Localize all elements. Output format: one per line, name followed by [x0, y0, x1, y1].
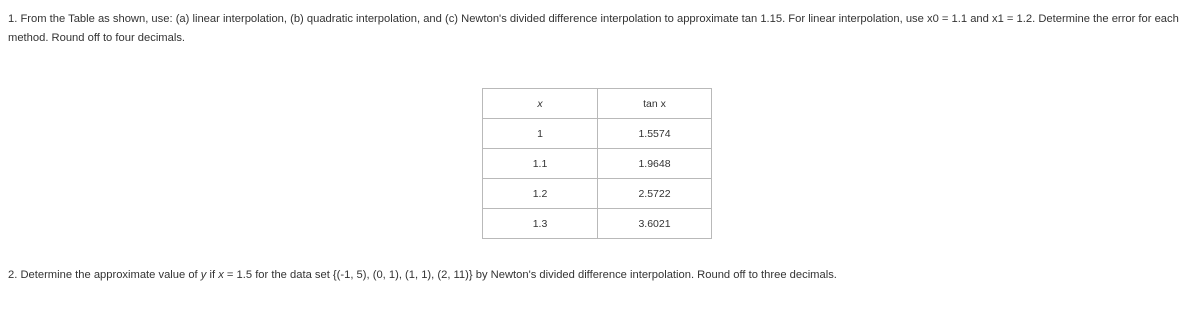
question-2-y-var: y [200, 269, 207, 281]
question-2-text [8, 266, 1193, 285]
table-header-tanx [598, 89, 712, 119]
table-cell-tanx: 1.9648 [598, 149, 712, 179]
table-cell-x: 1.2 [483, 179, 598, 209]
table-row [483, 149, 712, 179]
table-cell-tanx: 2.5722 [598, 179, 712, 209]
table-cell-x: 1 [483, 119, 598, 149]
question-2-x-var: x [218, 269, 224, 281]
question-2-if: if [206, 269, 219, 281]
table-row [483, 119, 712, 149]
data-table [482, 88, 712, 239]
table-row [483, 179, 712, 209]
table-header-row [483, 89, 712, 119]
question-2-rest: = 1.5 for the data set {(-1, 5), (0, 1), (1, 1), (2, 11)} by Newton's divided difference interpolation. Round off to three decimals. [223, 269, 837, 281]
table-cell-tanx: 1.5574 [598, 119, 712, 149]
table-header-x: x [483, 89, 598, 119]
table-cell-x: 1.3 [483, 209, 598, 239]
table-row [483, 209, 712, 239]
table-cell-x: 1.1 [483, 149, 598, 179]
question-1-text: 1. From the Table as shown, use: (a) linear interpolation, (b) quadratic interpolation, and (c) Newton's divided difference interpolation to approximate tan 1.15. For linear interpolation, use x0 = 1.1 and x1 = 1.2. Determine the error for each method. Round off to four decimals. [8, 13, 1179, 44]
data-table-container [482, 88, 712, 239]
table-header-tanx-label: tan x [643, 97, 666, 110]
question-2-prefix: 2. Determine the approximate value of [8, 269, 201, 281]
table-cell-tanx: 3.6021 [598, 209, 712, 239]
